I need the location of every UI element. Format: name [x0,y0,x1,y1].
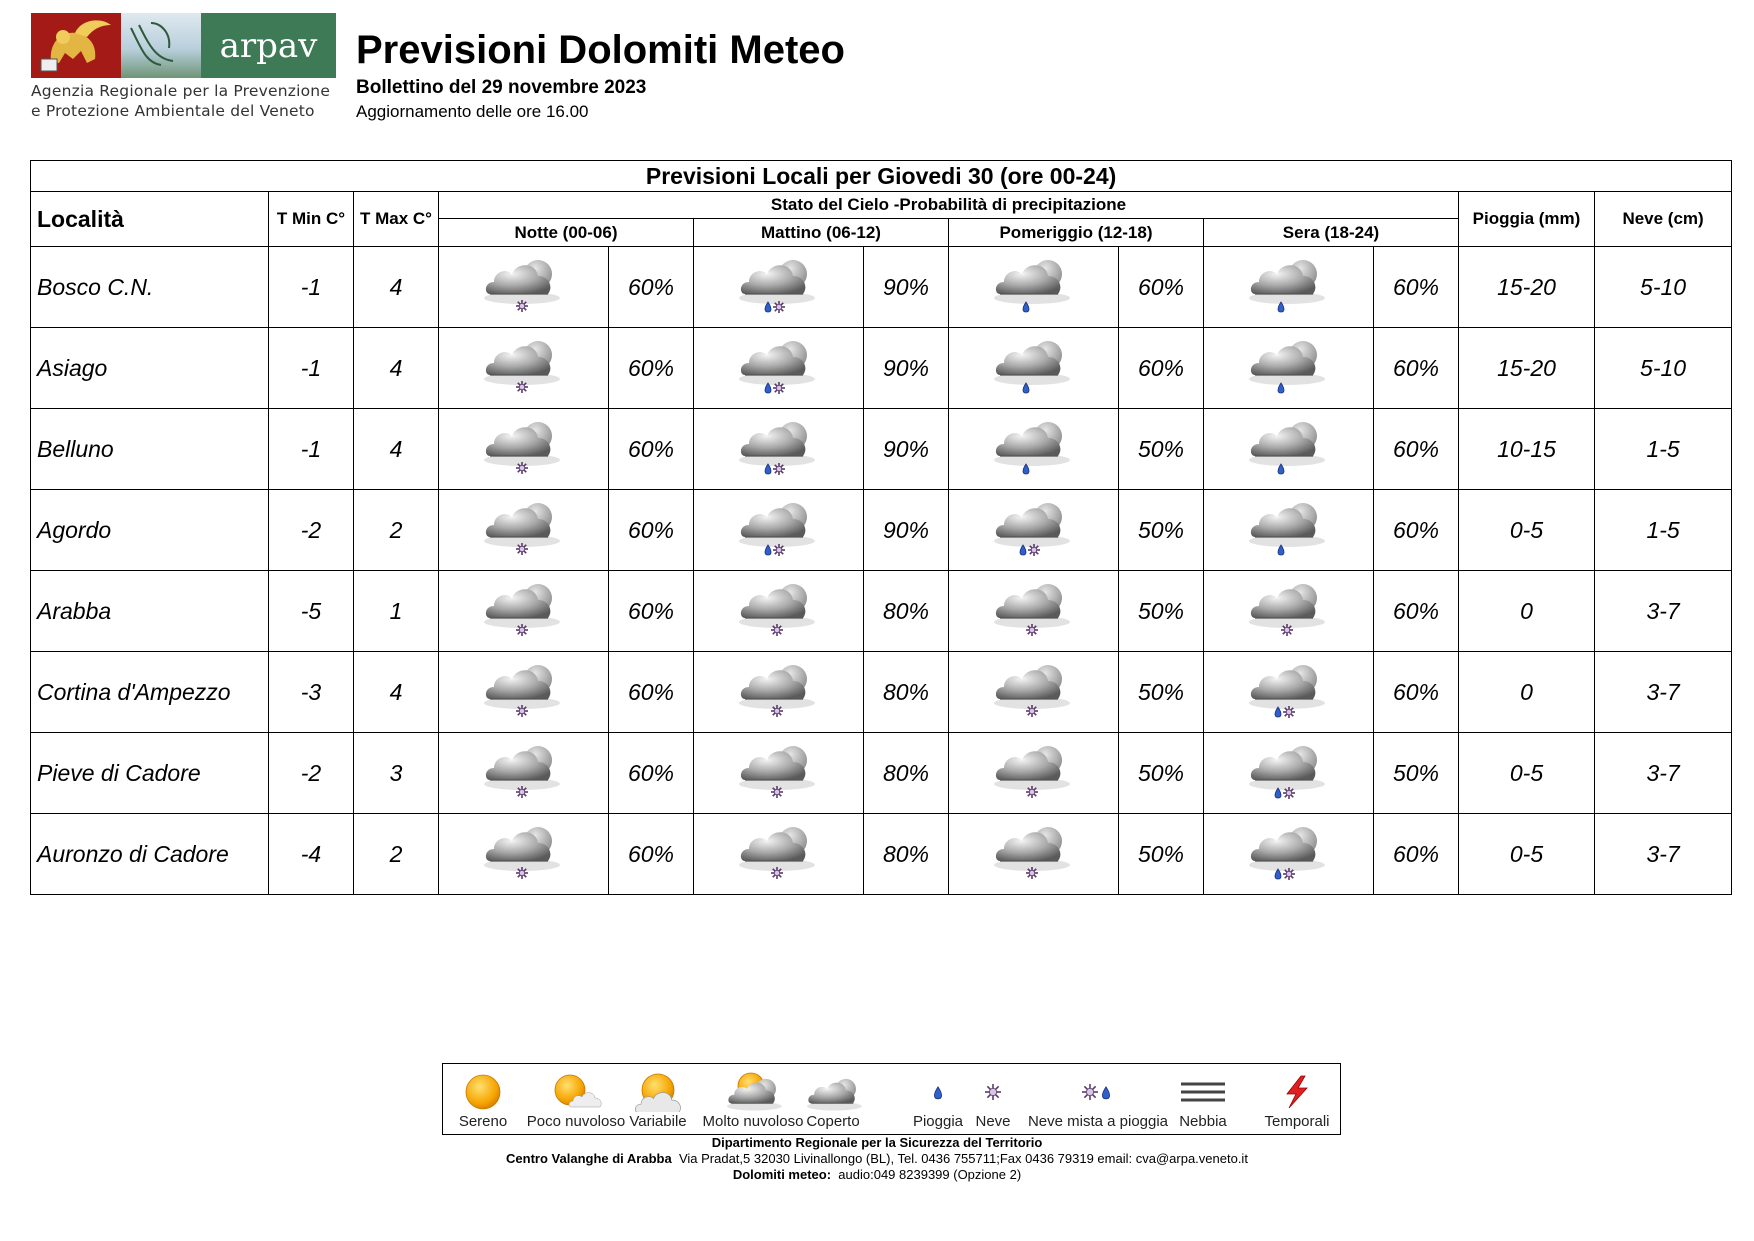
precip-probability: 60% [609,571,694,652]
table-row [31,652,1732,733]
coperto-neve-icon [949,652,1119,733]
coperto-neve-icon [439,328,609,409]
tmin-value: -1 [269,328,354,409]
bulletin-date: Bollettino del 29 novembre 2023 [356,77,647,98]
legend-item [1163,1064,1243,1134]
legend-label: Molto nuvoloso [702,1113,804,1130]
precip-probability: 60% [609,247,694,328]
tmin-value: -5 [269,571,354,652]
legend-label: Nebbia [1179,1113,1227,1130]
precip-probability: 60% [609,328,694,409]
snow-cm: 3-7 [1595,571,1732,652]
snow-cm: 1-5 [1595,409,1732,490]
tmin-value: -2 [269,490,354,571]
precip-probability: 90% [864,490,949,571]
header-rain: Pioggia (mm) [1459,192,1595,247]
tmax-value: 4 [354,409,439,490]
location-name: Auronzo di Cadore [31,814,269,895]
footer-address: Via Pradat,5 32030 Livinallongo (BL), Tel. 0436 755711;Fax 0436 79319 email: cva@arpa.veneto.it [678,1151,1248,1166]
table-row [31,814,1732,895]
precip-probability: 50% [1119,571,1204,652]
precip-probability: 60% [1374,490,1459,571]
coperto-pioggia-icon [1204,490,1374,571]
precip-probability: 90% [864,409,949,490]
snow-cm: 3-7 [1595,652,1732,733]
tmin-value: -2 [269,733,354,814]
precip-probability: 60% [1374,328,1459,409]
footer-department: Dipartimento Regionale per la Sicurezza del Territorio [711,1135,1043,1150]
coperto-neve-icon [694,652,864,733]
tmax-value: 1 [354,571,439,652]
location-name: Agordo [31,490,269,571]
legend-item [788,1064,878,1134]
lion-of-st-mark-emblem [31,13,121,78]
header-location: Località [31,192,269,247]
header-snow: Neve (cm) [1595,192,1732,247]
coperto-pioggia-icon [949,328,1119,409]
table-row [31,733,1732,814]
coperto-neve-icon [949,733,1119,814]
tmin-value: -1 [269,409,354,490]
header-period-evening: Sera (18-24) [1204,219,1459,247]
coperto-neve-icon [439,490,609,571]
rain-mm: 0 [1459,571,1595,652]
coperto-pioggia-icon [1204,247,1374,328]
footer-meteo-label: Dolomiti meteo: [732,1167,832,1182]
header-period-afternoon: Pomeriggio (12-18) [949,219,1204,247]
weather-legend [442,1063,1341,1135]
agency-name [31,81,341,121]
rain-mm: 0-5 [1459,490,1595,571]
header-sky-state: Stato del Cielo -Probabilità di precipitazione [439,192,1459,219]
precip-probability: 90% [864,247,949,328]
table-row [31,328,1732,409]
coperto-pioggia-icon [1204,409,1374,490]
rain-mm: 15-20 [1459,328,1595,409]
precip-probability: 50% [1119,652,1204,733]
coperto-neve-icon [439,733,609,814]
precip-probability: 50% [1374,733,1459,814]
landscape-photo [121,13,201,78]
coperto-neve-icon [1204,571,1374,652]
coperto-neve-mista-pioggia-icon [694,328,864,409]
snow-cm: 5-10 [1595,328,1732,409]
location-name: Asiago [31,328,269,409]
logo-banner [31,13,336,78]
location-name: Belluno [31,409,269,490]
tmax-value: 2 [354,814,439,895]
table-row [31,571,1732,652]
coperto-neve-icon [439,652,609,733]
header-tmax: T Max C° [354,192,439,247]
snow-cm: 3-7 [1595,814,1732,895]
table-caption: Previsioni Locali per Giovedi 30 (ore 00-24) [31,161,1732,192]
legend-item [453,1064,513,1134]
precip-probability: 80% [864,652,949,733]
coperto-pioggia-icon [1204,328,1374,409]
location-name: Arabba [31,571,269,652]
header-period-morning: Mattino (06-12) [694,219,949,247]
footer-address-line [0,1151,1754,1167]
coperto-neve-icon [949,571,1119,652]
coperto-neve-mista-pioggia-icon [949,490,1119,571]
rain-mm: 15-20 [1459,247,1595,328]
coperto-pioggia-icon [949,409,1119,490]
location-name: Bosco C.N. [31,247,269,328]
rain-mm: 0 [1459,652,1595,733]
tmin-value: -1 [269,247,354,328]
precip-probability: 60% [1374,571,1459,652]
legend-label: Temporali [1264,1113,1330,1130]
snow-cm: 5-10 [1595,247,1732,328]
arpav-logo [31,13,336,123]
legend-label: Neve [975,1113,1011,1130]
tmax-value: 4 [354,247,439,328]
footer-meteo-audio: audio:049 8239399 (Opzione 2) [838,1167,1022,1182]
precip-probability: 60% [609,409,694,490]
coperto-neve-mista-pioggia-icon [1204,814,1374,895]
page-title: Previsioni Dolomiti Meteo [356,28,845,72]
tmin-value: -4 [269,814,354,895]
table-row [31,247,1732,328]
logo-wordmark: arpav [201,13,336,78]
location-name: Pieve di Cadore [31,733,269,814]
precip-probability: 80% [864,571,949,652]
tmax-value: 4 [354,652,439,733]
precip-probability: 80% [864,733,949,814]
legend-label: Coperto [806,1113,860,1130]
update-time: Aggiornamento delle ore 16.00 [356,102,589,121]
coperto-neve-mista-pioggia-icon [1204,733,1374,814]
table-row [31,409,1732,490]
snow-cm: 3-7 [1595,733,1732,814]
coperto-pioggia-icon [949,247,1119,328]
legend-label: Pioggia [912,1113,964,1130]
legend-item [1248,1064,1346,1134]
tmax-value: 2 [354,490,439,571]
precip-probability: 60% [1119,247,1204,328]
legend-label: Sereno [458,1113,508,1130]
precip-probability: 80% [864,814,949,895]
rain-mm: 0-5 [1459,733,1595,814]
coperto-neve-icon [694,571,864,652]
precip-probability: 50% [1119,490,1204,571]
location-name: Cortina d'Ampezzo [31,652,269,733]
legend-label: Neve mista a pioggia [1027,1113,1169,1130]
precip-probability: 60% [1374,814,1459,895]
precip-probability: 60% [609,490,694,571]
precip-probability: 60% [609,652,694,733]
coperto-neve-icon [439,409,609,490]
footer-centre: Centro Valanghe di Arabba [506,1151,672,1166]
coperto-neve-mista-pioggia-icon [694,247,864,328]
precip-probability: 60% [609,814,694,895]
precip-probability: 90% [864,328,949,409]
legend-item [1013,1064,1183,1134]
precip-probability: 50% [1119,409,1204,490]
coperto-neve-icon [949,814,1119,895]
coperto-neve-mista-pioggia-icon [694,490,864,571]
rain-mm: 10-15 [1459,409,1595,490]
precip-probability: 60% [1374,409,1459,490]
rain-mm: 0-5 [1459,814,1595,895]
coperto-neve-icon [694,733,864,814]
coperto-neve-icon [439,571,609,652]
precip-probability: 50% [1119,814,1204,895]
precip-probability: 60% [609,733,694,814]
precip-probability: 50% [1119,733,1204,814]
snow-cm: 1-5 [1595,490,1732,571]
precip-probability: 60% [1374,247,1459,328]
footer-meteo-line [0,1167,1754,1183]
coperto-neve-mista-pioggia-icon [1204,652,1374,733]
legend-label: Variabile [629,1113,687,1130]
tmax-value: 3 [354,733,439,814]
header-tmin: T Min C° [269,192,354,247]
forecast-table [30,160,1732,895]
precip-probability: 60% [1119,328,1204,409]
table-row [31,490,1732,571]
tmin-value: -3 [269,652,354,733]
tmax-value: 4 [354,328,439,409]
legend-label: Poco nuvoloso [526,1113,626,1130]
precip-probability: 60% [1374,652,1459,733]
coperto-neve-icon [439,814,609,895]
header-period-night: Notte (00-06) [439,219,694,247]
coperto-neve-icon [439,247,609,328]
coperto-neve-mista-pioggia-icon [694,409,864,490]
agency-name-line2: e Protezione Ambientale del Veneto [31,102,315,120]
agency-name-line1: Agenzia Regionale per la Prevenzione [31,82,331,100]
coperto-neve-icon [694,814,864,895]
